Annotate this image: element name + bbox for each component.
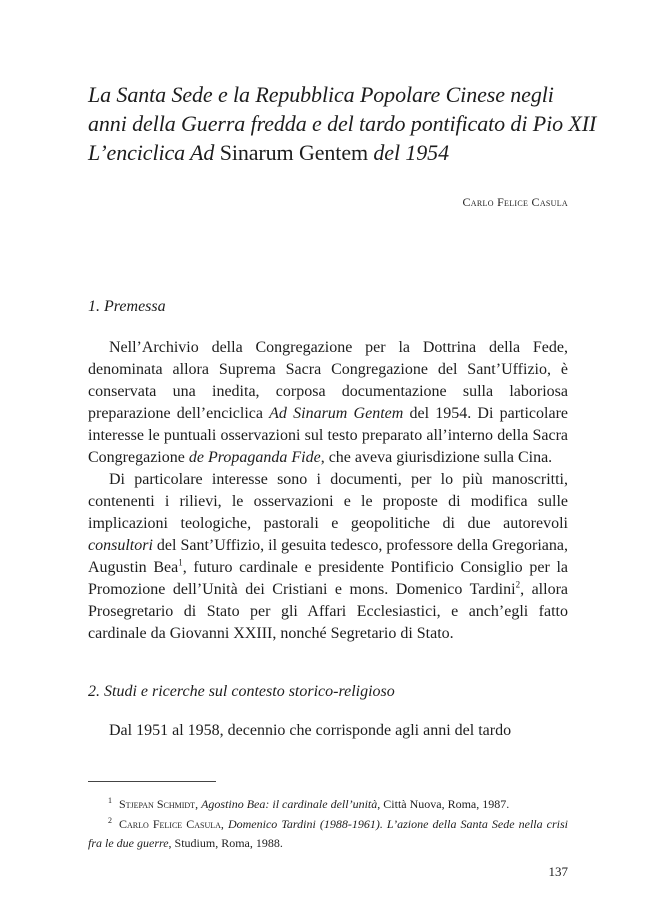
italic-text: consultori xyxy=(88,537,153,554)
footnote-number: 2 xyxy=(108,816,112,825)
paragraph: Nell’Archivio della Congregazione per la Dottrina della Fede, denominata allora Suprema Sacra Congregazione del Sant’Uffizio, è conservata una inedita, corposa documentazione sulla laboriosa preparazione dell’enciclica Ad Sinarum Gentem del 1954. Di particolare interesse le puntuali osservazioni sul testo preparato all’interno della Sacra Congregazione de Propaganda Fide, che aveva giurisdizione sulla Cina. xyxy=(88,339,568,466)
section-heading-studi: 2. Studi e ricerche sul contesto storico-religioso xyxy=(88,683,395,700)
footnote-ref-2[interactable]: 2 xyxy=(515,579,521,590)
italic-text: Ad Sinarum Gentem xyxy=(269,405,404,422)
title-encyclical-name: Sinarum Gentem xyxy=(219,140,368,165)
footnote-divider xyxy=(88,781,216,782)
footnote-author: Stjepan Schmidt xyxy=(119,797,196,811)
footnote-title: Agostino Bea: il cardinale dell’unità xyxy=(201,797,378,811)
title-line-1: La Santa Sede e la Repubblica Popolare Cinese negli xyxy=(88,82,554,107)
section-body-premessa xyxy=(88,337,568,645)
title-line-3-c: del 1954 xyxy=(373,140,449,165)
title-line-3 xyxy=(88,138,568,167)
footnote-1: $^1$ Stjepan Schmidt, Agostino Bea: il cardinale dell’unità, Città Nuova, Roma, 1987. xyxy=(108,796,510,811)
footnote-number: 1 xyxy=(108,796,112,805)
footnote-author: Carlo Felice Casula xyxy=(119,817,221,831)
section-body-studi xyxy=(88,720,568,742)
page-number: 137 xyxy=(548,864,568,879)
italic-text: de Propaganda Fide xyxy=(188,449,321,466)
footnotes xyxy=(88,795,568,854)
footnote-title: Domenico Tardini (1988-1961). L’azione della Santa Sede nella crisi fra le due guerre xyxy=(88,817,568,850)
section-heading-premessa: 1. Premessa xyxy=(88,298,166,315)
author-name: Carlo Felice Casula xyxy=(462,195,568,209)
footnote-ref-1[interactable]: 1 xyxy=(178,557,183,568)
document-page xyxy=(88,0,597,910)
title-line-2: anni della Guerra fredda e del tardo pontificato di Pio XII xyxy=(88,111,597,136)
title-line-3-a: L’enciclica Ad xyxy=(88,140,215,165)
article-title xyxy=(88,80,597,167)
paragraph: Dal 1951 al 1958, decennio che corrisponde agli anni del tardo xyxy=(109,722,512,739)
footnote-2: $^2$ Carlo Felice Casula, Domenico Tardini (1988-1961). L’azione della Santa Sede nella crisi fra le due guerre, Studium, Roma, 1988. xyxy=(88,816,568,850)
paragraph: Di particolare interesse sono i documenti, per lo più manoscritti, contenenti i rilievi, le osservazioni e le proposte di modifica sulle implicazioni teologiche, pastorali e geopolitiche di due autorevoli consultori del Sant’Uffizio, il gesuita tedesco, professore della Gregoriana, Augustin Bea$^1$, futuro cardinale e presidente Pontificio Consiglio per la Promozione dell’Unità dei Cristiani e mons. Domenico Tardini$^2$, allora Prosegretario di Stato per gli Affari Ecclesiastici, e anch’egli fatto cardinale da Giovanni XXIII, nonché Segretario di Stato. xyxy=(88,471,569,642)
